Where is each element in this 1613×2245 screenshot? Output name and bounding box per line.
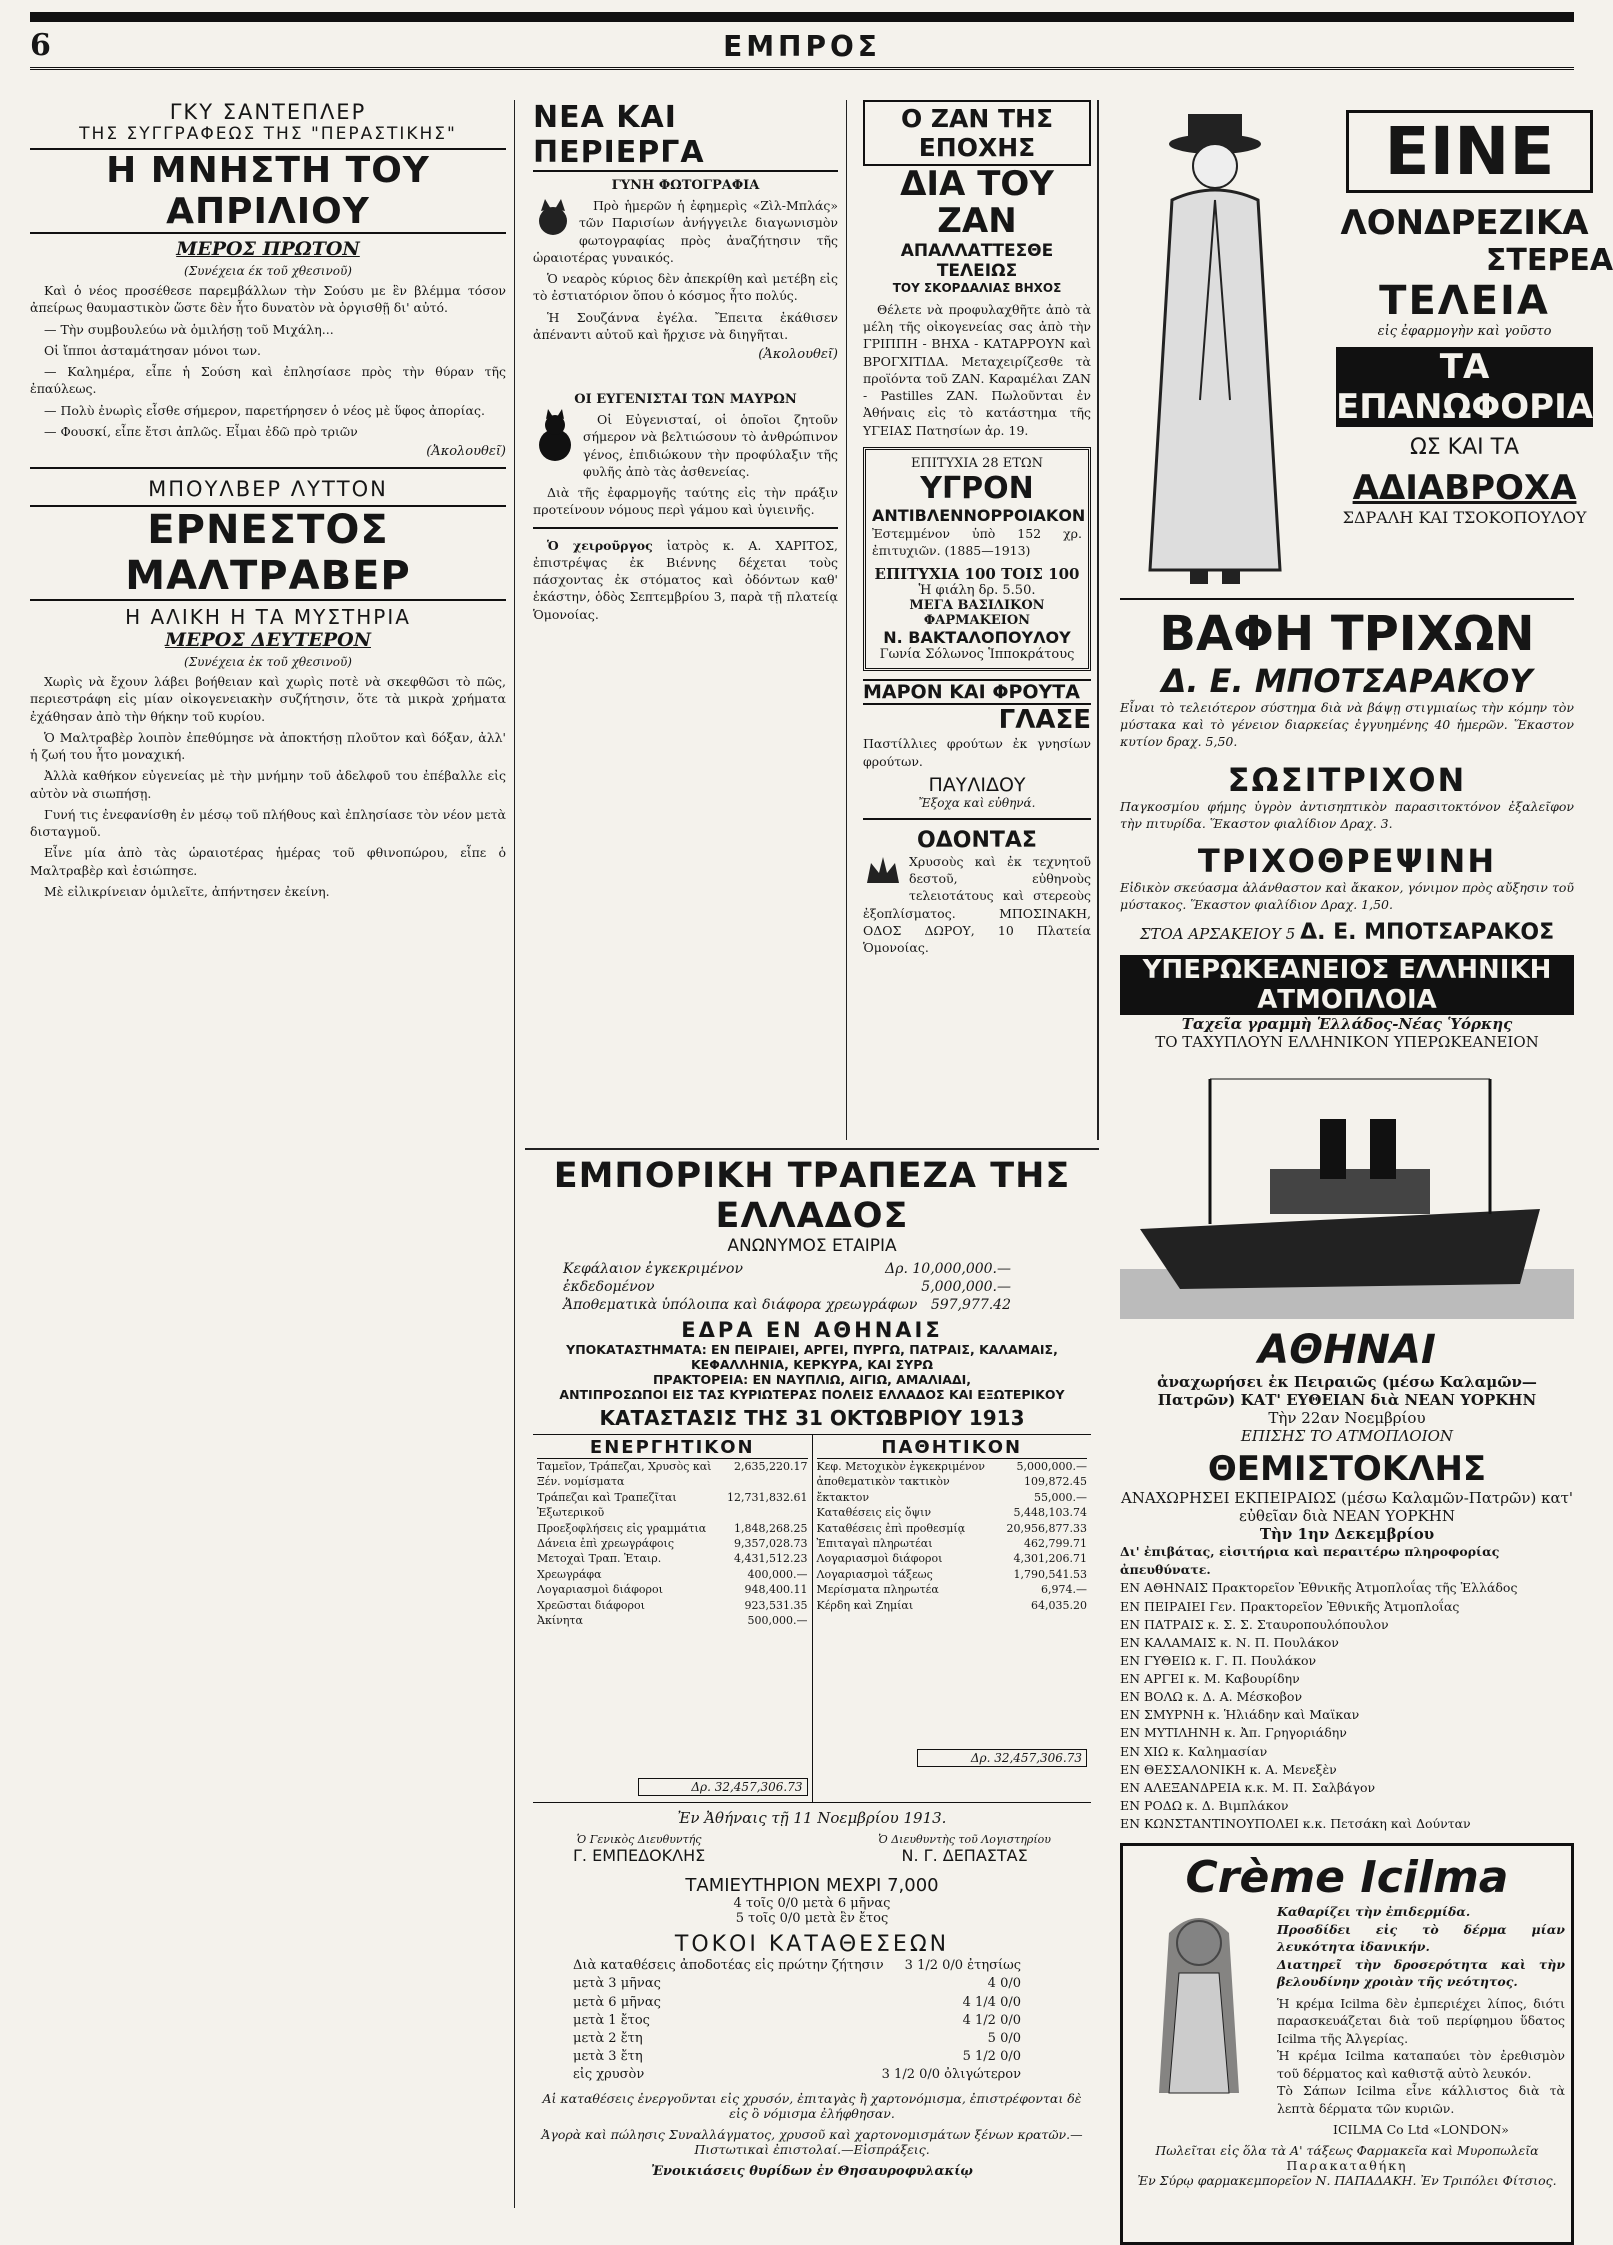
masthead xyxy=(30,28,1574,70)
serial1-continued: (Συνέχεια έκ τοῦ χθεσινοῦ) xyxy=(184,264,352,278)
serial1-paragraph: Οἱ ἴπποι ἀσταμάτησαν μόνοι των. xyxy=(44,342,262,358)
liability-label: ἀποθεματικὸν τακτικὸν xyxy=(816,1475,950,1489)
liability-label: Λογαριασμοὶ τάξεως xyxy=(816,1567,933,1581)
crown-icon xyxy=(863,853,903,889)
asset-value: 9,357,028.73 xyxy=(734,1536,808,1550)
creme-sold: Πωλεῖται εἰς ὅλα τὰ Α' τάξεως Φαρμακεῖα καὶ Μυροπωλεῖα xyxy=(1155,2142,1539,2158)
asset-value: 12,731,832.61 xyxy=(727,1490,808,1504)
deposit-rate: 4 1/4 0/0 xyxy=(962,1994,1021,2010)
serials-column xyxy=(30,100,515,2208)
bank-branches1: ΥΠΟΚΑΤΑΣΤΗΜΑΤΑ: ΕΝ ΠΕΙΡΑΙΕΙ, ΑΡΓΕΙ, ΠΥΡΓΩ, ΠΑΤΡΑΙΣ, ΚΑΛΑΜΑΙΣ, ΚΕΦΑΛΛΗΝΙΑ, ΚΕΡΚΥΡΑ, ΚΑΙ ΣΥΡΩ xyxy=(566,1342,1058,1372)
ship-also: ΕΠΙΣΗΣ ΤΟ ΑΤΜΟΠΛΟΙΟΝ xyxy=(1240,1427,1454,1446)
creme-title: Crème Icilma xyxy=(1185,1852,1509,1904)
pharmacy-line1: ΕΠΙΤΥΧΙΑ 28 ΕΤΩΝ xyxy=(910,455,1044,471)
pharmacy-line7: ΜΕΓΑ ΒΑΣΙΛΙΚΟΝ ΦΑΡΜΑΚΕΙΟΝ xyxy=(909,598,1045,629)
liability-value: 109,872.45 xyxy=(1024,1475,1087,1489)
clothes-london: ΛΟΝΔΡΕΖΙΚΑ xyxy=(1340,203,1589,243)
bank-capital-value: Δρ. 10,000,000.— xyxy=(885,1261,1011,1277)
liability-value: 20,956,877.33 xyxy=(1006,1521,1087,1535)
creme-icilma-ad xyxy=(1120,1843,1574,2245)
bank-title: ΕΜΠΟΡΙΚΗ ΤΡΑΠΕΖΑ ΤΗΣ ΕΛΛΑΔΟΣ xyxy=(553,1156,1071,1236)
creme-maker: ICILMA Co Ltd «LONDON» xyxy=(1333,2122,1509,2138)
zan-sub2: ΤΟΥ ΣΚΟΡΔΑΛΙΑΣ ΒΗΧΟΣ xyxy=(892,280,1062,295)
asset-value: 500,000.— xyxy=(747,1613,808,1627)
news-paragraph: Ἡ Σουζάννα ἐγέλα. Ἔπειτα ἐκάθισεν ἀπέναντι αὐτοῦ καὶ ἤρχισε νὰ διηγῆται. xyxy=(533,309,838,342)
savings-rate: 5 τοῖς 0/0 μετὰ ἓν ἔτος xyxy=(735,1911,889,1927)
surgeon-ad-title: Ὁ χειροῦργος xyxy=(547,537,653,553)
serial2-paragraph: Μὲ εἰλικρίνειαν ὁμιλεῖτε, ἀπήντησεν ἐκείνη. xyxy=(44,883,330,899)
serial1-paragraph: — Φουσκί, εἶπε ἔτσι ἀπλῶς. Εἶμαι ἐδῶ πρὸ τριῶν xyxy=(44,423,358,439)
bank-branches3: ΑΝΤΙΠΡΟΣΩΠΟΙ ΕΙΣ ΤΑΣ ΚΥΡΙΩΤΕΡΑΣ ΠΟΛΕΙΣ ΕΛΛΑΔΟΣ ΚΑΙ ΕΞΩΤΕΡΙΚΟΥ xyxy=(559,1387,1065,1402)
dentist-title: ΟΔΟΝΤΑΣ xyxy=(917,827,1037,853)
news-column xyxy=(525,100,847,1140)
news-paragraph: Διὰ τῆς ἐφαρμογῆς ταύτης εἰς τὴν πράξιν προτείνουν νόμους περὶ γάμου καὶ ὑγιεινῆς. xyxy=(533,485,838,518)
savings-heading: ΤΑΜΙΕΥΤΗΡΙΟΝ ΜΕΧΡΙ 7,000 xyxy=(685,1875,939,1897)
liability-label: ἔκτακτον xyxy=(816,1490,870,1504)
asset-label: Μετοχαὶ Τραπ. Ἐταιρ. xyxy=(537,1552,662,1566)
bank-dateline: Ἐν Ἀθήναις τῇ 11 Νοεμβρίου 1913. xyxy=(677,1809,947,1828)
page-number: 6 xyxy=(30,28,51,63)
liability-value: 462,799.71 xyxy=(1024,1536,1087,1550)
asset-label: Χρεῶσται διάφοροι xyxy=(537,1598,645,1612)
serial2-subtitle: Η ΑΛΙΚΗ Η ΤΑ ΜΥΣΤΗΡΙΑ xyxy=(125,605,411,629)
hair-text3: Εἰδικὸν σκεύασμα ἀλάνθαστον καὶ ἄκακον, γόνιμον πρὸς αὔξησιν τοῦ μύστακος. Ἕκαστον φιαλίδιον Δραχ. 1,50. xyxy=(1120,880,1574,913)
ship-agent: ΕΝ ΜΥΤΙΛΗΝΗ κ. Ἀπ. Γρηγοριάδην xyxy=(1120,1725,1347,1741)
marron-title: ΜΑΡΟΝ ΚΑΙ ΦΡΟΥΤΑ xyxy=(863,679,1091,705)
bank-capital-label: Ἀποθεματικὰ ὑπόλοιπα καὶ διάφορα χρεωγράφων xyxy=(563,1297,918,1313)
creme-p1: Ἡ κρέμα Icilma δὲν ἐμπεριέχει λίπος, διότι παρασκευάζεται διὰ τοῦ περίφημου ὕδατος Icilma τῆς Ἀλγερίας. xyxy=(1277,1995,1565,2046)
ads-column xyxy=(1110,100,1613,2208)
clothes-sellers: ΣΔΡΑΛΗ ΚΑΙ ΤΣΟΚΟΠΟΥΛΟΥ xyxy=(1342,508,1587,527)
pharmacy-line6: Ἡ φιάλη δρ. 5.50. xyxy=(918,583,1036,599)
serial1-part: ΜΕΡΟΣ ΠΡΩΤΟΝ xyxy=(176,238,360,260)
signer2-name: Ν. Γ. ΔΕΠΑΣΤΑΣ xyxy=(901,1846,1028,1866)
marron-glase: ΓΛΑΣΕ xyxy=(998,705,1091,736)
hair-prod1: ΣΩΣΙΤΡΙΧΟΝ xyxy=(1227,760,1467,799)
marron-brand: ΠΑΥΛΙΔΟΥ xyxy=(928,773,1026,796)
creme-tag1: Καθαρίζει τὴν ἐπιδερμίδα. xyxy=(1277,1904,1471,1920)
creme-p3: Τὸ Σάπων Icilma εἶνε κάλλιστος διὰ τὰ λεπτὰ δέρματα τῶν κυριῶν. xyxy=(1277,2083,1565,2116)
hair-heading: ΒΑΦΗ ΤΡΙΧΩΝ xyxy=(1159,606,1535,662)
liabilities-heading: ΠΑΘΗΤΙΚΟΝ xyxy=(817,1437,1088,1459)
deposit-rate: 5 0/0 xyxy=(987,2031,1021,2047)
serial2-paragraph: Ἀλλὰ καθήκον εὐγενείας μὲ τὴν μνήμην τοῦ ἀδελφοῦ του ἐπέβαλλε εἰς αὐτὸν νὰ σιωπήσῃ. xyxy=(30,768,506,801)
coat-man-illustration xyxy=(1120,100,1310,590)
clothes-ad xyxy=(1120,100,1613,600)
deposit-term: μετὰ 2 ἔτη xyxy=(573,2031,643,2047)
serial2-continued: (Συνέχεια ἐκ τοῦ χθεσινοῦ) xyxy=(184,655,352,669)
pharmacy-line5: ΕΠΙΤΥΧΙΑ 100 ΤΟΙΣ 100 xyxy=(874,565,1080,584)
signer2-role: Ὁ Διευθυντὴς τοῦ Λογιστηρίου xyxy=(878,1833,1051,1847)
deposit-term: μετὰ 3 μῆνας xyxy=(573,1976,661,1992)
serial1-author-desc: ΤΗΣ ΣΥΓΓΡΑΦΕΩΣ ΤΗΣ "ΠΕΡΑΣΤΙΚΗΣ" xyxy=(79,124,457,144)
bank-statement-date: ΚΑΤΑΣΤΑΣΙΣ ΤΗΣ 31 ΟΚΤΩΒΡΙΟΥ 1913 xyxy=(599,1406,1025,1430)
deposit-rate: 5 1/2 0/0 xyxy=(962,2049,1021,2065)
serial2-paragraph: Ὁ Μαλτραβὲρ λοιπὸν ἐπεθύμησε νὰ ἀποκτήσῃ πλοῦτον καὶ δόξαν, ἀλλ' ἡ ζωή του ἦτο μοναχική. xyxy=(30,729,506,762)
hair-stoa-name: Δ. Ε. ΜΠΟΤΣΑΡΑΚΟΣ xyxy=(1300,920,1555,946)
clothes-eine: ΕΙΝΕ xyxy=(1346,110,1593,193)
clothes-fit: εἰς ἐφαρμογὴν καὶ γοῦστο xyxy=(1377,324,1552,339)
clothes-perfect: ΤΕΛΕΙΑ xyxy=(1379,278,1550,324)
ship-sub: Ταχεῖα γραμμὴ Ἑλλάδος-Νέας Ὑόρκης xyxy=(1181,1015,1513,1034)
liability-label: Μερίσματα πληρωτέα xyxy=(816,1583,939,1597)
ship-sub2: ΤΟ ΤΑΧΥΠΛΟΥΝ ΕΛΛΗΝΙΚΟΝ ΥΠΕΡΩΚΕΑΝΕΙΟΝ xyxy=(1155,1033,1539,1052)
bank-foot1: Αἱ καταθέσεις ἐνεργοῦνται εἰς χρυσόν, ἐπιταγὰς ἢ χαρτονόμισμα, ἐπιστρέφονται δὲ εἰς ὃ νόμισμα ἐλήφθησαν. xyxy=(542,2090,1082,2121)
deposit-rate: 3 1/2 0/0 ἐτησίως xyxy=(904,1958,1021,1974)
hair-stoa-label: ΣΤΟΑ ΑΡΣΑΚΕΙΟΥ 5 xyxy=(1139,925,1296,944)
serial2-paragraph: Χωρὶς νὰ ἔχουν λάβει βοήθειαν καὶ χωρὶς ποτὲ νὰ σκεφθῶσι τὸ πῶς, περιεστράφη εἰς μίαν οἰκογενειακὴν συζήτησιν, ὅτε τὰ μικρὰ χρήματα ἐχάθησαν ἀπὸ τὴν θήκην τοῦ κυρίου. xyxy=(30,674,506,724)
assets-total: Δρ. 32,457,306.73 xyxy=(638,1778,808,1796)
serial1-paragraph: — Τὴν συμβουλεύω νὰ ὁμιλήσῃ τοῦ Μιχάλη... xyxy=(44,321,334,337)
deposit-rate: 3 1/2 0/0 ὀλιγώτερον xyxy=(881,2067,1021,2083)
ship-agent: ΕΝ ΘΕΣΣΑΛΟΝΙΚΗ κ. Α. Μενεξὲν xyxy=(1120,1761,1337,1777)
savings-rate: 4 τοῖς 0/0 μετὰ 6 μῆνας xyxy=(733,1896,891,1912)
deposit-term: μετὰ 6 μῆνας xyxy=(573,1994,661,2010)
zan-heading: Ο ΖΑΝ ΤΗΣ ΕΠΟΧΗΣ xyxy=(863,100,1091,166)
liability-value: 6,974.— xyxy=(1041,1583,1087,1597)
liability-label: Λογαριασμοὶ διάφοροι xyxy=(816,1552,943,1566)
serial1-paragraph: Καὶ ὁ νέος προσέθεσε παρεμβάλλων τὴν Σούσυ με ἓν βλέμμα τόσον ἀπείρως θαυμαστικὸν ὥστε δὲν ἦτο δυνατὸν νὰ ὀργισθῇ δι' αὐτό. xyxy=(30,283,506,316)
ship-agent: ΕΝ ΣΜΥΡΝΗ κ. Ἡλιάδην καὶ Μαϊκαν xyxy=(1120,1707,1360,1723)
ship-agent: ΕΝ ΠΑΤΡΑΙΣ κ. Σ. Σ. Σταυροπουλόπουλον xyxy=(1120,1616,1389,1632)
ship-agents-intro: Δι' ἐπιβάτας, εἰσιτήρια καὶ περαιτέρω πληροφορίας ἀπευθύνατε. xyxy=(1120,1544,1500,1578)
ship-agent: ΕΝ ΡΟΔΩ κ. Δ. Βιμπλάκον xyxy=(1120,1797,1289,1813)
liabilities-total: Δρ. 32,457,306.73 xyxy=(917,1749,1087,1767)
news-signoff: (Ἀκολουθεῖ) xyxy=(758,347,838,362)
serial2-paragraph: Εἶνε μία ἀπὸ τὰς ὡραιοτέρας ἡμέρας τοῦ φθινοπώρου, εἶπε ὁ Μαλτραβὲρ καὶ ἐσιώπησε. xyxy=(30,845,506,878)
ship-date2: Τὴν 1ην Δεκεμβρίου xyxy=(1259,1525,1435,1544)
ship-agent: ΕΝ ΚΩΝΣΤΑΝΤΙΝΟΥΠΟΛΕΙ κ.κ. Πετσάκη καὶ Δούνταν xyxy=(1120,1816,1471,1831)
serial1-author: ΓΚΥ ΣΑΝΤΕΠΛΕΡ xyxy=(169,100,367,124)
news-paragraph: Ὁ νεαρὸς κύριος δὲν ἀπεκρίθη καὶ μετέβη εἰς τὸ ἐστιατόριον ὅπου ὁ κόσμος ἦτο πολύς. xyxy=(533,271,838,304)
deposit-term: μετὰ 1 ἔτος xyxy=(573,2012,650,2028)
creme-p2: Ἡ κρέμα Icilma καταπαύει τὸν ἐρεθισμὸν τοῦ δέρματος καὶ καθιστᾷ αὐτὸ λευκόν. xyxy=(1277,2048,1565,2081)
signer1-name: Γ. ΕΜΠΕΔΟΚΛΗΣ xyxy=(573,1846,706,1866)
ship-agent: ΕΝ ΚΑΛΑΜΑΙΣ κ. Ν. Π. Πουλάκον xyxy=(1120,1634,1339,1650)
asset-value: 923,531.35 xyxy=(744,1598,808,1612)
creme-tag3: Διατηρεῖ τὴν δροσερότητα καὶ τὴν βελουδίνην χροιὰν τῆς νεότητος. xyxy=(1277,1956,1565,1990)
liability-label: Ἐπιταγαὶ πληρωτέαι xyxy=(816,1536,933,1550)
asset-value: 948,400.11 xyxy=(744,1583,808,1597)
pharmacy-line3: ΑΝΤΙΒΛΕΝΝΟΡΡΟΙΑΚΟΝ xyxy=(872,505,1086,525)
ship2-name: ΘΕΜΙΣΤΟΚΛΗΣ xyxy=(1207,1449,1487,1490)
deposit-term: εἰς χρυσὸν xyxy=(573,2067,645,2083)
bank-foot2: Ἀγορὰ καὶ πώλησις Συναλλάγματος, χρυσοῦ καὶ χαρτονομισμάτων ξένων κρατῶν.—Πιστωτικαὶ ἐπιστολαί.—Εἰσπράξεις. xyxy=(541,2126,1083,2157)
cat-illustration xyxy=(533,197,573,237)
serial1-paragraph: — Καλημέρα, εἶπε ἡ Σούση καὶ ἐπλησίασε πρὸς τὴν θύραν τῆς ἐπαύλεως. xyxy=(30,364,506,397)
liability-value: 4,301,206.71 xyxy=(1013,1552,1087,1566)
assets-table xyxy=(533,1435,812,1802)
clothes-sturdy: ΣΤΕΡΕΑ xyxy=(1485,243,1613,278)
bank-capital-value: 597,977.42 xyxy=(930,1297,1011,1313)
marron-text: Παστίλλιες φρούτων ἐκ γνησίων φρούτων. xyxy=(863,736,1091,769)
hair-text1: Εἶναι τὸ τελειότερον σύστημα διὰ νὰ βάψῃ στιγμιαίως τὴν κόμην τὸν μύστακα καὶ τὸ γένειον διαρκείας ἐγγυημένης 40 ἡμερῶν. Ἕκαστον κυτίον δραχ. 5,50. xyxy=(1120,700,1574,749)
serial2-part: ΜΕΡΟΣ ΔΕΥΤΕΡΟΝ xyxy=(164,629,371,651)
serial2-author: ΜΠΟΥΛΒΕΡ ΛΥΤΤΟΝ xyxy=(148,477,388,501)
bank-capital-label: Κεφάλαιον ἐγκεκριμένον xyxy=(563,1261,743,1277)
news-paragraph: Πρὸ ἡμερῶν ἡ ἐφημερὶς «Ζὶλ-Μπλάς» τῶν Παρισίων ἀνήγγειλε διαγωνισμὸν φωτογραφίας πρὸς ἀναζήτησιν τῆς ὡραιοτέρας γυναικός. xyxy=(533,198,838,265)
liability-value: 5,000,000.— xyxy=(1016,1460,1087,1473)
pharmacy-line8: Ν. ΒΑΚΤΑΛΟΠΟΥΛΟΥ xyxy=(883,628,1071,648)
ship-date1: Τὴν 22αν Νοεμβρίου xyxy=(1268,1409,1426,1428)
ship-heading: ΥΠΕΡΩΚΕΑΝΕΙΟΣ ΕΛΛΗΝΙΚΗ ΑΤΜΟΠΛΟΙΑ xyxy=(1120,955,1574,1015)
clothes-as-well: ΩΣ ΚΑΙ ΤΑ xyxy=(1409,435,1520,460)
asset-value: 4,431,512.23 xyxy=(734,1552,808,1566)
deposits-heading: ΤΟΚΟΙ ΚΑΤΑΘΕΣΕΩΝ xyxy=(674,1932,950,1958)
asset-value: 2,635,220.17 xyxy=(734,1460,808,1473)
deposit-rate: 4 1/2 0/0 xyxy=(962,2012,1021,2028)
signer1-role: Ὁ Γενικὸς Διευθυντής xyxy=(576,1833,702,1847)
serial1-paragraph: — Πολὺ ἐνωρὶς εἶσθε σήμερον, παρετήρησεν ὁ νέος μὲ ὕφος ἀπορίας. xyxy=(44,402,485,418)
serial1-title: Η ΜΝΗΣΤΗ ΤΟΥ ΑΠΡΙΛΙΟΥ xyxy=(30,148,506,234)
serial2-title: ΕΡΝΕΣΤΟΣ ΜΑΛΤΡΑΒΕΡ xyxy=(30,505,506,601)
ship-agent: ΕΝ ΓΥΘΕΙΩ κ. Γ. Π. Πουλάκον xyxy=(1120,1652,1317,1668)
creme-rep-label: Παρακαταθήκη xyxy=(1286,2157,1408,2173)
deposit-rate: 4 0/0 xyxy=(987,1976,1021,1992)
asset-value: 1,848,268.25 xyxy=(734,1521,808,1535)
woman-illustration xyxy=(1129,1903,1269,2103)
ship-name: ΑΘΗΝΑΙ xyxy=(1258,1327,1436,1374)
liabilities-table xyxy=(812,1435,1092,1802)
hair-brand: Δ. Ε. ΜΠΟΤΣΑΡΑΚΟΥ xyxy=(1161,662,1533,700)
ship-dep1: ἀναχωρήσει ἐκ Πειραιῶς (μέσω Καλαμῶν—Πατρῶν) ΚΑΤ' ΕΥΘΕΙΑΝ διὰ ΝΕΑΝ ΥΟΡΚΗΝ xyxy=(1157,1373,1537,1410)
ship-agent: ΕΝ ΠΕΙΡΑΙΕΙ Γεν. Πρακτορεῖον Ἐθνικῆς Ἀτμοπλοΐας xyxy=(1120,1598,1460,1614)
news-subhead-eugenics: ΟΙ ΕΥΓΕΝΙΣΤΑΙ ΤΩΝ ΜΑΥΡΩΝ xyxy=(574,392,797,407)
ship-agent: ΕΝ ΒΟΛΩ κ. Δ. Α. Μέσκοβον xyxy=(1120,1689,1303,1705)
asset-label: Χρεωγράφα xyxy=(537,1567,602,1581)
pharmacy-line2: ΥΓΡΟΝ xyxy=(920,470,1034,506)
liability-label: Καταθέσεις εἰς ὄψιν xyxy=(816,1506,932,1520)
surgeon-ad-text: ἰατρὸς κ. Α. ΧΑΡΙΤΟΣ, ἐπιστρέψας ἐκ Βιέννης δέχεται τοὺς πάσχοντας ἐκ στόματος καὶ ὀδόντων καθ' ἑκάστην, ὁδὸς Σεπτεμβρίου 3, παρὰ τῇ πλατείᾳ Ὁμονοίας. xyxy=(533,537,839,622)
hair-text2: Παγκοσμίου φήμης ὑγρὸν ἀντισηπτικὸν παρασιτοκτόνον ἐξαλεῖφον τὴν πιτυρίδα. Ἕκαστον φιαλίδιον Δραχ. 3. xyxy=(1120,798,1574,831)
ship-agent: ΕΝ ΑΡΓΕΙ κ. Μ. Καβουρίδην xyxy=(1120,1671,1300,1686)
serial2-paragraph: Γυνή τις ἐνεφανίσθη ἐν μέσῳ τοῦ πλήθους καὶ ἐπλησίασε τὸν νέον μετὰ δισταγμοῦ. xyxy=(30,806,506,839)
clothes-overcoats: ΤΑ ΕΠΑΝΩΦΟΡΙΑ xyxy=(1336,347,1594,427)
clothes-raincoats: ΑΔΙΑΒΡΟΧΑ xyxy=(1352,468,1577,508)
paper-name: ΕΜΠΡΟΣ xyxy=(723,30,881,63)
asset-label: Ἀκίνητα xyxy=(537,1613,583,1627)
pharmacy-line9: Γωνία Σόλωνος Ἱπποκράτους xyxy=(879,647,1075,663)
bank-capital-value: 5,000,000.— xyxy=(921,1279,1011,1295)
serial1-signoff: (Ἀκολουθεῖ) xyxy=(426,444,506,459)
asset-label: Δάνεια ἐπὶ χρεωγράφοις xyxy=(537,1536,675,1550)
deposit-term: μετὰ 3 ἔτη xyxy=(573,2049,643,2065)
asset-label: Ταμεῖον, Τράπεζαι, Χρυσὸς καὶ Ξέν. νομίσματα xyxy=(537,1460,712,1489)
bank-statement xyxy=(525,1148,1099,2208)
liability-value: 55,000.— xyxy=(1034,1490,1087,1504)
top-rule xyxy=(30,12,1574,22)
ship-agent: ΕΝ ΧΙΩ κ. Καλημασίαν xyxy=(1120,1743,1268,1759)
zan-big: ΔΙΑ ΤΟΥ ΖΑΝ xyxy=(900,164,1054,242)
pharmacy-ad xyxy=(863,447,1091,672)
hair-prod2: ΤΡΙΧΟΘΡΕΨΙΝΗ xyxy=(1197,842,1497,881)
deposit-term: Διὰ καταθέσεις ἀποδοτέας εἰς πρώτην ζήτησιν xyxy=(573,1958,884,1974)
creme-rep: Ἐν Σύρῳ φαρμακεμπορεῖον Ν. ΠΑΠΑΔΑΚΗ. Ἐν Τριπόλει Φίτσιος. xyxy=(1137,2172,1557,2188)
news-heading: ΝΕΑ ΚΑΙ ΠΕΡΙΕΡΓΑ xyxy=(533,100,838,172)
asset-value: 400,000.— xyxy=(747,1567,808,1581)
liability-value: 1,790,541.53 xyxy=(1013,1567,1087,1581)
dentist-text: Χρυσοὺς καὶ ἐκ τεχνητοῦ δεστοῦ, εὐθηνοὺς τελειοτάτους καὶ στερεοὺς ἐξοπλίσματος. ΜΠΟΣΙΝΑΚΗ, ΟΔΟΣ ΔΩΡΟΥ, 10 Πλατεία Ὁμονοίας. xyxy=(863,853,1091,956)
bank-branches2: ΠΡΑΚΤΟΡΕΙΑ: ΕΝ ΝΑΥΠΛΙΩ, ΑΙΓΙΩ, ΑΜΑΛΙΑΔΙ, xyxy=(652,1372,972,1387)
zan-sub: ΑΠΑΛΛΑΤΤΕΣΘΕ ΤΕΛΕΙΩΣ xyxy=(900,240,1054,281)
liability-label: Κέρδη καὶ Ζημίαι xyxy=(816,1598,914,1612)
bank-capital-label: ἐκδεδομένον xyxy=(563,1279,655,1295)
creme-tag2: Προσδίδει εἰς τὸ δέρμα μίαν λευκότητα ἰδανικήν. xyxy=(1277,1921,1565,1955)
liability-label: Κεφ. Μετοχικὸν ἐγκεκριμένον xyxy=(816,1460,985,1473)
pharmacy-line4: Ἐστεμμένον ὑπὸ 152 χρ. ἐπιτυχιῶν. (1885—1913) xyxy=(872,525,1082,559)
zan-text: Θέλετε νὰ προφυλαχθῆτε ἀπὸ τὰ μέλη τῆς οἰκογενείας σας ἀπὸ τὴν ΓΡΙΠΠΗ - ΒΗΧΑ - ΚΑΤΑΡΡΟΥΝ καὶ ΒΡΟΓΧΙΤΙΔΑ. Μεταχειρίζεσθε τὰ προϊόντα τοῦ ΖΑΝ. Καραμέλαι ΖΑΝ - Pastilles ZAN. Πωλοῦνται ἐν Ἀθήναις εἰς τὸ κατάστημα τῆς ΥΓΕΙΑΣ Πατησίων ἀρ. 19. xyxy=(863,301,1091,438)
assets-heading: ΕΝΕΡΓΗΤΙΚΟΝ xyxy=(537,1437,808,1459)
bank-foot3: Ἐνοικιάσεις θυρίδων ἐν Θησαυροφυλακίῳ xyxy=(651,2163,973,2179)
news-paragraph: Οἱ Εὐγενισταί, οἱ ὁποῖοι ζητοῦν σήμερον νὰ βελτιώσουν τὸ ἀνθρώπινον γένος, ἐπιδιώκουν τὴν προφύλαξιν τῆς φυλῆς ἀπὸ τὰς ἀσθενείας. xyxy=(583,412,838,479)
liability-value: 64,035.20 xyxy=(1031,1598,1087,1612)
news-subhead-photo: ΓΥΝΗ ΦΩΤΟΓΡΑΦΙΑ xyxy=(611,178,760,193)
ship-agent: ΕΝ ΑΘΗΝΑΙΣ Πρακτορεῖον Ἐθνικῆς Ἀτμοπλοΐας τῆς Ἑλλάδος xyxy=(1120,1580,1518,1596)
bank-seat: ΕΔΡΑ ΕΝ ΑΘΗΝΑΙΣ xyxy=(681,1318,943,1342)
steamship-illustration xyxy=(1120,1059,1574,1319)
small-ads-column xyxy=(857,100,1099,1140)
black-cat-illustration xyxy=(533,411,577,463)
asset-label: Προεξοφλήσεις εἰς γραμμάτια xyxy=(537,1521,707,1535)
liability-value: 5,448,103.74 xyxy=(1013,1506,1087,1520)
asset-label: Λογαριασμοὶ διάφοροι xyxy=(537,1583,663,1597)
ship-dep2: ΑΝΑΧΩΡΗΣΕΙ ΕΚΠΕΙΡΑΙΩΣ (μέσω Καλαμῶν-Πατρῶν) κατ' εὐθεῖαν διὰ ΝΕΑΝ ΥΟΡΚΗΝ xyxy=(1120,1489,1574,1526)
ship-agent: ΕΝ ΑΛΕΞΑΝΔΡΕΙΑ κ.κ. Μ. Π. Σαλβάγον xyxy=(1120,1779,1376,1795)
bank-subtitle: ΑΝΩΝΥΜΟΣ ΕΤΑΙΡΙΑ xyxy=(727,1236,897,1256)
liability-label: Καταθέσεις ἐπὶ προθεσμίᾳ xyxy=(816,1521,966,1535)
marron-brand-sub: Ἔξοχα καὶ εὐθηνά. xyxy=(918,795,1036,810)
asset-label: Τράπεζαι καὶ Τραπεζῖται Ἐξωτερικοῦ xyxy=(537,1490,677,1520)
